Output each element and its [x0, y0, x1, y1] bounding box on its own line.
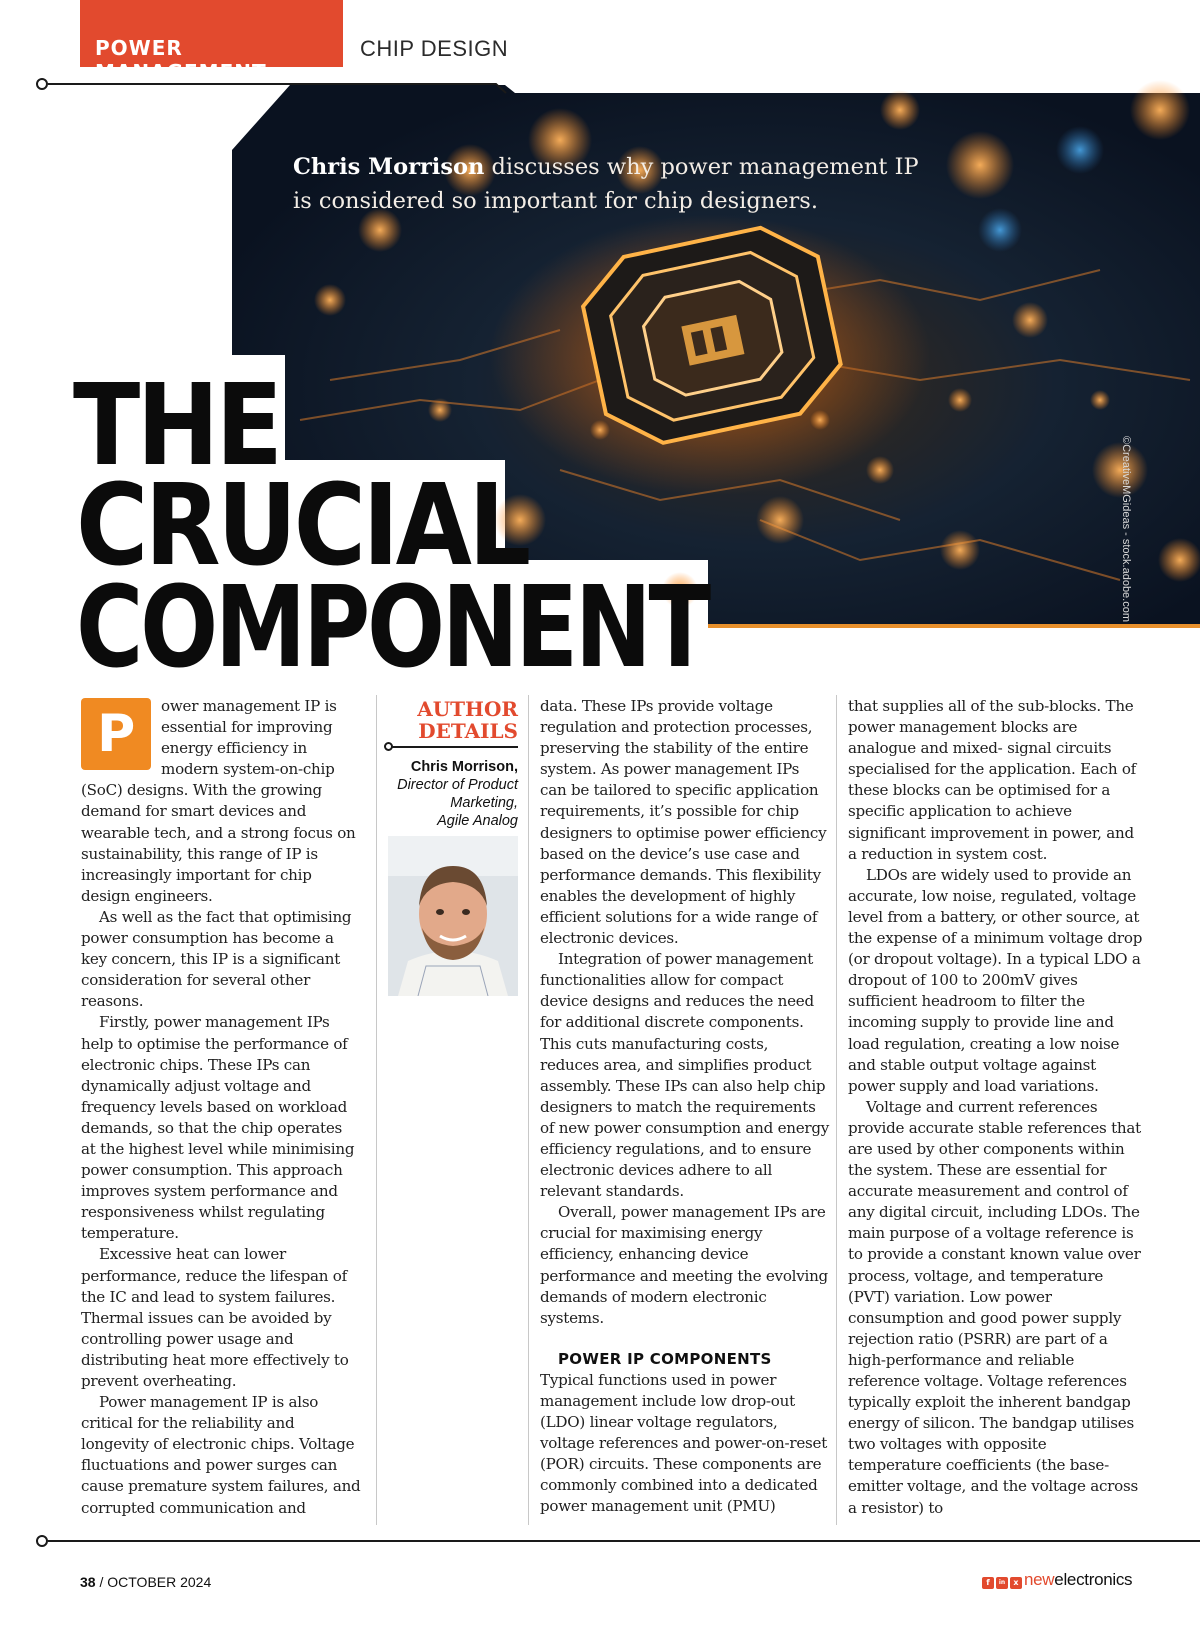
standfirst-text: discusses why power management IP is considered so important for chip designers.	[293, 154, 919, 214]
author-box-title: AUTHOR DETAILS	[417, 697, 518, 743]
article-paragraph: P ower management IP is essential for improving energy efficiency in modern system-on-chip (SoC) designs. With the growing demand for smart devices and wearable tech, and a strong focus on sustainability, this range of IP is increasingly important for chip design engineers.	[81, 697, 356, 905]
top-rule-dot	[36, 78, 48, 90]
article-paragraph: that supplies all of the sub-blocks. The power management blocks are analogue and mixed- signal circuits specialised for the application. Each of these blocks can be optimised for a specific application to achieve significant improvement in power, and a reduction in system cost.	[848, 697, 1137, 863]
author-box-rule-dot	[384, 742, 393, 751]
headline-line-1: THE	[73, 361, 280, 491]
author-name: Chris Morrison,	[410, 759, 518, 775]
author-details-box	[390, 698, 518, 830]
section-tag-label: POWER MANAGEMENT	[95, 36, 267, 84]
headline-line-2: CRUCIAL	[76, 461, 528, 591]
article-paragraph: Typical functions used in power management include low drop-out (LDO) linear voltage regulators, voltage references and power-on-reset (POR) circuits. These components are commonly combined into a dedicated power management unit (PMU)	[540, 1370, 828, 1516]
top-rule	[48, 83, 508, 95]
column-divider	[528, 695, 529, 1525]
drop-cap: P	[81, 698, 151, 770]
facebook-icon[interactable]: f	[982, 1577, 994, 1589]
article-column-3	[540, 696, 830, 1518]
article-paragraph: Voltage and current references provide accurate stable references that are used by other components within the system. These are essential for accurate measurement and control of any digital circuit, including LDOs. The main purpose of a voltage reference is to provide a constant known value over process, voltage, and temperature (PVT) variation. Low power consumption and good power supply rejection ratio (PSRR) are part of a high-performance and reliable reference voltage. Voltage references typically exploit the inherent bandgap energy of silicon. The bandgap utilises two voltages with opposite temperature coefficients (the base-emitter voltage, and the voltage across a resistor) to	[848, 1097, 1141, 1517]
page-folio: 38 / OCTOBER 2024	[80, 1574, 212, 1590]
brand-logo: newelectronics	[1024, 1570, 1133, 1589]
photo-credit: ©CreativeMGideas - stock.adobe.com	[1120, 436, 1132, 623]
article-paragraph: Overall, power management IPs are crucial for maximising energy efficiency, enhancing device performance and meeting the evolving demands of modern electronic systems.	[540, 1203, 828, 1327]
article-paragraph: Integration of power management functionalities allow for compact device designs and reduces the need for additional discrete components. This cuts manufacturing costs, reduces area, and simplifies product assembly. These IPs can also help chip designers to match the requirements of new power consumption and energy efficiency regulations, and to ensure electronic devices adhere to all relevant standards.	[540, 950, 830, 1201]
section-subtitle: CHIP DESIGN	[360, 36, 509, 61]
article-paragraph: data. These IPs provide voltage regulation and protection processes, preserving the stability of the entire system. As power management IPs can be tailored to specific application requirements, it’s possible for chip designers to optimise power efficiency based on the device’s use case and performance demands. This flexibility enables the development of highly efficient solutions for a wide range of electronic devices.	[540, 697, 827, 948]
page-number: 38	[80, 1574, 96, 1590]
issue-date: OCTOBER 2024	[107, 1574, 212, 1590]
article-subhead: POWER IP COMPONENTS	[558, 1349, 772, 1368]
x-icon[interactable]: x	[1010, 1577, 1022, 1589]
author-box-rule	[388, 746, 518, 748]
bottom-rule-dot	[36, 1535, 48, 1547]
standfirst	[293, 150, 933, 218]
column-divider	[836, 695, 837, 1525]
standfirst-author: Chris Morrison	[293, 154, 485, 180]
column-divider	[376, 695, 377, 1525]
article-paragraph: Excessive heat can lower performance, reduce the lifespan of the IC and lead to system failures. Thermal issues can be avoided by controlling power usage and distributing heat more effectively to prevent overheating.	[81, 1245, 349, 1390]
author-photo	[388, 836, 518, 996]
article-paragraph: Firstly, power management IPs help to optimise the performance of electronic chips. These IPs can dynamically adjust voltage and frequency levels based on workload demands, so that the chip operates at the highest level while minimising power consumption. This approach improves system performance and responsiveness whilst regulating temperature.	[81, 1013, 355, 1243]
section-tag	[80, 0, 343, 84]
article-column-4	[848, 696, 1143, 1519]
headline-line-3: COMPONENT	[76, 563, 708, 693]
linkedin-icon[interactable]: in	[996, 1577, 1008, 1589]
article-paragraph: LDOs are widely used to provide an accurate, low noise, regulated, voltage level from a battery, or other source, at the expense of a minimum voltage drop (or dropout voltage). In a typical LDO a dropout of 100 to 200mV gives sufficient headroom to filter the incoming supply to provide line and load regulation, creating a low noise and stable output voltage against power supply and load variations.	[848, 865, 1143, 1095]
article-paragraph: Power management IP is also critical for the reliability and longevity of electronic chips. Voltage fluctuations and power surges can cause premature system failures, and corrupted communication and	[81, 1393, 361, 1517]
article-column-1	[81, 696, 361, 1519]
article-paragraph: As well as the fact that optimising power consumption has become a key concern, this IP is a significant consideration for several other reasons.	[81, 907, 352, 1011]
bottom-rule	[48, 1540, 1200, 1542]
author-role: Director of Product Marketing, Agile Analog	[397, 777, 518, 829]
